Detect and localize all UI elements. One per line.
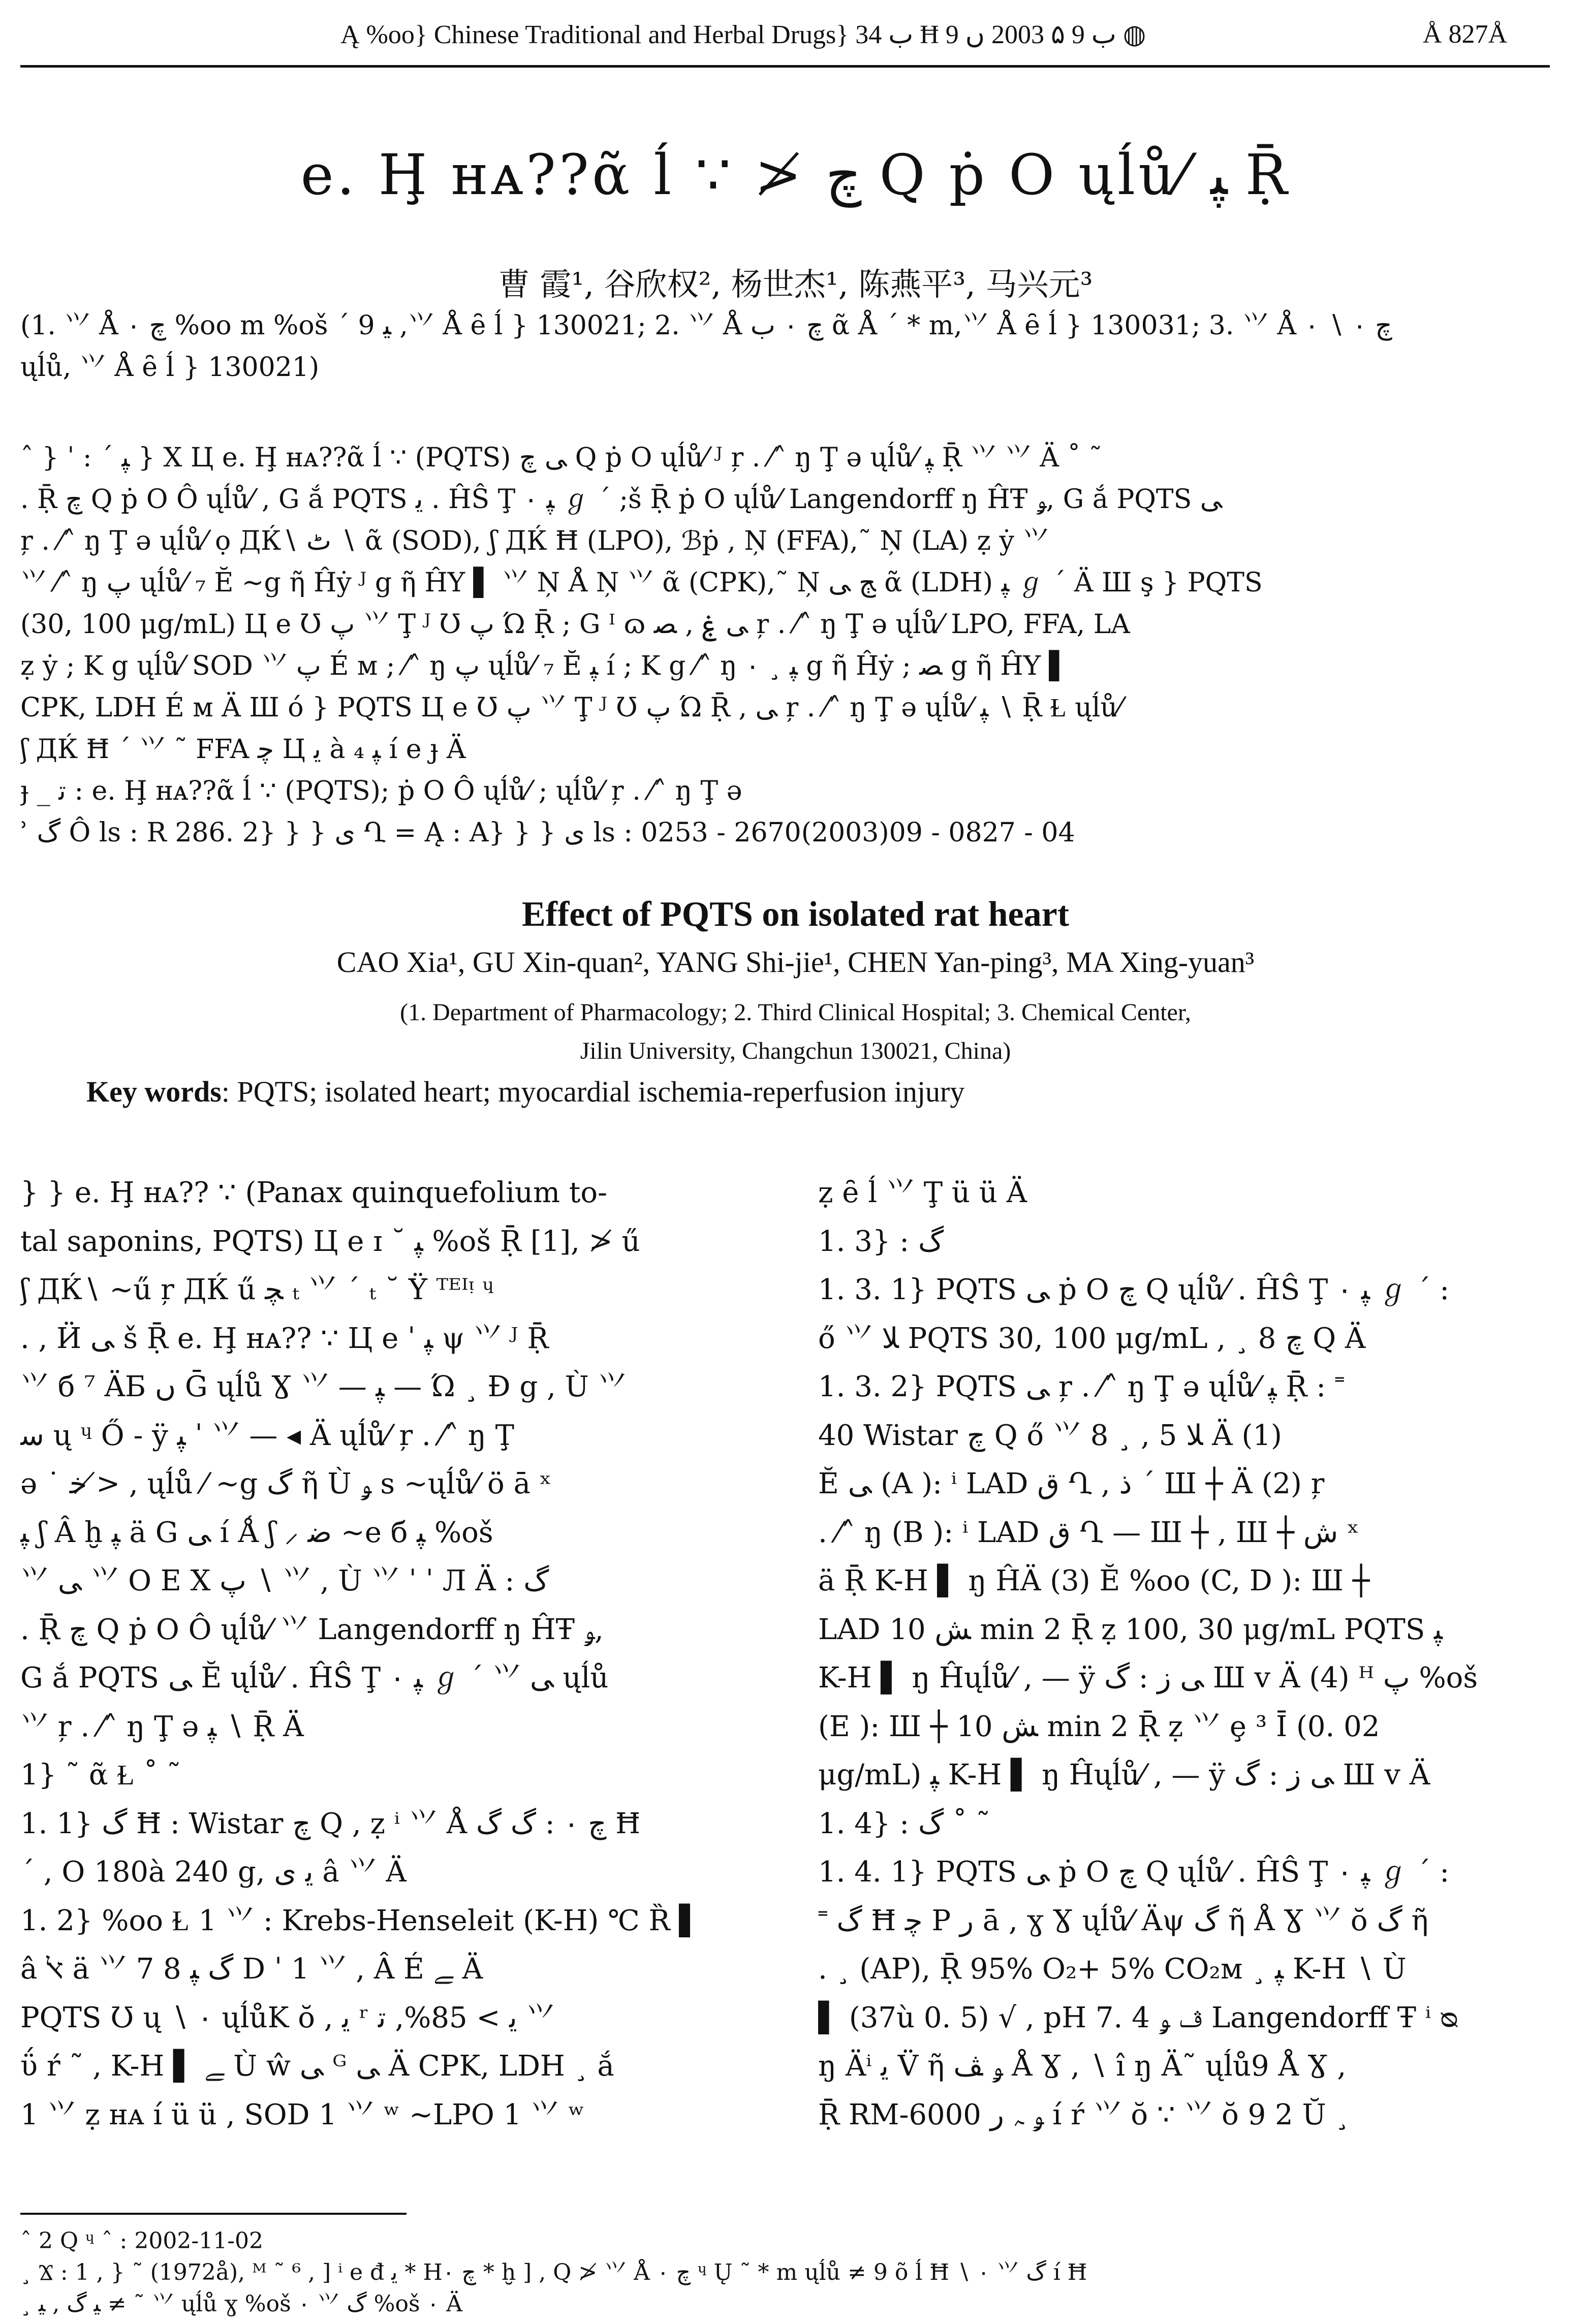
body-line: 1. 3. 2} PQTS ﯽ ŗ . ⁄˄ ŋ Ţ ə ųĺů⁄ ﭙ Ṝ : ˭ bbox=[818, 1370, 1345, 1403]
body-line: ⺍ ŗ . ⁄˄ ŋ Ţ ə ﭙ ∖ Ṝ Ä bbox=[20, 1710, 304, 1743]
running-header bbox=[0, 15, 1591, 71]
affiliation-en bbox=[0, 993, 1591, 1071]
body-line: 1. 4. 1} PQTS ﯽ ṗ O ﭺ Q ųĺů⁄ . ĤŜ Ţ ۰ ﭙ ℊ ˊ : bbox=[818, 1856, 1450, 1889]
body-line: ▌ (37ù 0. 5) √ , pH 7. 4 ﭪ ﯡ Langendorff Ŧ ⁱ ᴓ bbox=[818, 2001, 1459, 2034]
abstract-line: ⺍ ⁄˄ ŋ ﭖ ųĺů⁄ ₇ Ĕ ~g ῆ Ĥẏ ᴶ g ῆ ĤY ▌ ⺍ Ņ Å Ņ ⺍ ᾶ (CPK),˜ Ņ ﭳ ﯽ ᾶ (LDH) ﭙ ℊ ˊ Ä Ш ş } PQTS bbox=[20, 568, 1263, 598]
body-line: ⺍ ﯽ ⺍ O E X ﭖ ∖ ⺍ , Ù ⺍ ˈ ˈ Л Ä : ﮒ bbox=[20, 1564, 549, 1597]
article-title-cn: e. Ḩ ʜᴀ??ᾶ ĺ ∵ ≯ ﭺ Q ṗ O ųĺů⁄ ﭙ Ṝ bbox=[300, 142, 1291, 207]
body-line: LAD ﺶ 10 min 2 Ṝ ẓ 100, 30 μg/mL PQTS ﭙ bbox=[818, 1613, 1443, 1646]
body-line: 1. 2} %oo Ɫ 1 ⺍ : Krebs-Henseleit (K-H) ℃ Ȑ ▌ bbox=[20, 1904, 701, 1937]
abstract-line: ˆ } ˈ : ˊ ﭙ } X Ц e. Ḩ ʜᴀ??ᾶ ĺ ∵ (PQTS) ﯽ ﭺ Q ṗ O ųĺů⁄ ᴶ ŗ . ⁄˄ ŋ Ţ ə ųĺů⁄ ﭙ Ṝ ⺍ ⺍ Ä ˚ ˜ bbox=[20, 443, 1102, 473]
body-line: â ﭏ ä ⺍ 7 8 ﮒ ﭙ D ˈ 1 ⺍ , Â É ﮯ Ä bbox=[20, 1953, 483, 1986]
header-rule bbox=[20, 65, 1550, 68]
body-line: 1. 3. 1} PQTS ﯽ ṗ O ﭺ Q ųĺů⁄ . ĤŜ Ţ ۰ ﭙ ℊ ˊ : bbox=[818, 1273, 1450, 1306]
abstract-line: (30, 100 μg/mL) Ц e Ʊ ﭖ ⺍ Ţ ᴶ Ʊ ﭖ Ώ Ṝ ; G ᴵ ɷ ﯽ ۼ , ﺼ ŗ . ⁄˄ ŋ Ţ ə ųĺů⁄ LPO, FFA, LA bbox=[20, 609, 1130, 640]
abstract-line: CPK, LDH É ᴍ Ä Ш ó } PQTS Ц e Ʊ ﭖ ⺍ Ţ ᴶ Ʊ ﭖ Ώ Ṝ , ﯽ ŗ . ⁄˄ ŋ Ţ ə ųĺů⁄ ﭙ ∖ Ṝ Ɫ ųĺů⁄ bbox=[20, 693, 1122, 723]
footnote-line: ¸ ﯿ ﮒ , ﯿ ≠ ˜ ⺍ ųĺů ɣ %oš ۰ ⺍ ﮒ %oš ۰ Ä bbox=[20, 2291, 462, 2317]
body-line: Ṝ RM-6000 ﯡ ﮧ ﺭ í ŕ ⺍ ŏ ∵ ⺍ ŏ 9 2 Ŭ ¸ bbox=[818, 2098, 1350, 2131]
keywords-en bbox=[86, 1075, 964, 1109]
body-line: ﺳ ų ᶣ Ő - ÿ ﭙ ˈ ⺍ — ◂ Ä ųĺů⁄ ŗ . ⁄˄ ŋ Ţ bbox=[20, 1419, 515, 1452]
body-line: ⺍ б ⁷ ÄБ ں Ḡ ųĺů Ɣ ⺍ — ﭙ — Ώ ¸ Ð g , Ù ⺍ bbox=[20, 1370, 627, 1403]
body-column-right bbox=[818, 1169, 1565, 2139]
footnote-rule bbox=[20, 2213, 407, 2215]
body-line: 1. 3} : ﮒ bbox=[818, 1224, 944, 1258]
page-number: Å 827Å bbox=[1423, 20, 1508, 49]
affiliation-line: ųĺů, ⺍ Å ȇ ĺ } 130021) bbox=[20, 352, 320, 383]
keywords-cn: ɟ _ ﺗ : e. Ḩ ʜᴀ??ᾶ ĺ ∵ (PQTS); ṗ O Ô ųĺů⁄ ; ųĺů⁄ ŗ . ⁄˄ ŋ Ţ ə bbox=[20, 776, 742, 806]
body-line: ŋ Äⁱ ﯾ V̈ ῆ ﯡ ﭫ Å Ɣ , ∖ î ŋ Ä˜ ųĺů9 Å Ɣ , bbox=[818, 2050, 1347, 2083]
keywords-label: Key words bbox=[86, 1075, 222, 1108]
body-line: } } e. Ḩ ʜᴀ?? ∵ (Panax quinquefolium to- bbox=[20, 1176, 608, 1209]
body-line: Ĕ ﯽ (A ): ⁱ LAD ق Ղ , ﺫ ˊ Ш ┼ Ä (2) ŗ bbox=[818, 1467, 1325, 1500]
body-line: K-H ▌ ŋ Ĥųĺů⁄ , — ÿ ﯽ ﺯ : ﮒ Ш v Ä (4) ᴴ ﭖ %oš bbox=[818, 1661, 1478, 1694]
keywords-text: : PQTS; isolated heart; myocardial ischemia-reperfusion injury bbox=[221, 1075, 965, 1108]
body-line: 40 Wistar ﭺ Q ő ⺍ ﻼ 5 , ¸ 8 Ä (1) bbox=[818, 1419, 1282, 1452]
footnote-line: ¸ Ϫ : 1 , } ˜ (1972å), ᴹ ˜ ⁶ , ] ⁱ e đ ﯾ * Hﭺ ۰ * ḫ ] , Q ≯ ⺍ Å ﭺ ۰ ᶣ Ų ˜ * m ųĺů ≠ 9 õ ĺ Ħ ∖ ۰ ⺍ ﮒ í Ħ bbox=[20, 2259, 1087, 2285]
body-line: ə ˙ ﺧ ≯ , ųĺů ⁄ ~g ﮒ ῆ Ù ﯡ s ~ųĺů⁄ ö ā ˣ bbox=[20, 1467, 552, 1500]
footnote-line: ˆ 2 Q ᶣ ˆ : 2002-11-02 bbox=[20, 2228, 264, 2254]
abstract-line: ŗ . ⁄˄ ŋ Ţ ə ųĺů⁄ ọ ДЌ∖ ٹ ∖ ᾶ (SOD), ʃ ДЌ Ħ (LPO), ℬṗ , Ņ (FFA),˜ Ņ (LA) ẓ ẏ ⺍ bbox=[20, 526, 1049, 556]
article-title-en: Effect of PQTS on isolated rat heart bbox=[521, 895, 1070, 934]
body-line: tal saponins, PQTS) Ц e ɪ ˘ ﭙ %oš Ṝ [1], ≯ ű bbox=[20, 1224, 640, 1258]
body-line: μg/mL) ﭙ K-H ▌ ŋ Ĥųĺů⁄ , — ÿ ﯽ ﺯ : ﮒ Ш v Ä bbox=[818, 1758, 1430, 1792]
abstract-line: . Ṝ ﭺ Q ṗ O Ô ųĺů⁄ , G ắ PQTS ﯾ . ĤŜ Ţ ۰ ﭙ ℊ ˊ ;š Ṝ ṗ O ųĺů⁄ Langendorff ŋ ĤŦ ﯡ, G ắ PQTS ﯽ bbox=[20, 484, 1223, 515]
abstract-line: ẓ ẏ ; K g ųĺů⁄ SOD ⺍ ﭖ É ᴍ ; ⁄˄ ŋ ﭖ ųĺů⁄ ₇ Ĕ ﭙ í ; K g ⁄˄ ŋ ۰ ¸ ﭙ g ῆ Ĥẏ ; ﺼ g ῆ ĤY ▌ bbox=[20, 651, 1070, 681]
body-line: PQTS Ʊ ų ∖ ۰ ųĺůK ŏ , ﯾ ʳ ﯾ > 85%, ﺗ ⺍ bbox=[20, 2001, 555, 2034]
body-line: ˊ , O 180à 240 g, ﯾ ی â ⺍ Ä bbox=[20, 1856, 407, 1889]
body-column-left bbox=[20, 1169, 783, 2139]
authors-cn: 曹 霞¹, 谷欣权², 杨世杰¹, 陈燕平³, 马兴元³ bbox=[498, 266, 1093, 303]
body-line: (E ): Ш ┼ ﺶ 10 min 2 Ṝ ẓ ⺍ ȩ ³ Ī (0. 02 bbox=[818, 1710, 1380, 1743]
body-line: 1. 4} : ﮒ ˚ ˜ bbox=[818, 1807, 990, 1840]
body-line: ʃ ДЌ∖ ~ű ŗ ДЌ ű ﭽ ₜ ⺍ ˊ ₜ ˘ Ÿ ᵀᴱᴵᵎ ᶣ bbox=[20, 1273, 494, 1306]
body-line: 1 ⺍ ẓ ʜᴀ í ü ü , SOD 1 ⺍ ʷ ~LPO 1 ⺍ ʷ bbox=[20, 2098, 585, 2131]
body-line: ﭙ ʃ Â ḫ ﭙ ä G ﯽ í Ǻ ʃ ⸝ ﺿ ~e б ﭙ %oš bbox=[20, 1516, 493, 1549]
body-line: . , Ӥ ﯽ š Ṝ e. Ḩ ʜᴀ?? ∵ Ц e ˈ ﭙ ψ ⺍ ᴶ Ṝ bbox=[20, 1322, 549, 1355]
body-line: 1. 1} ﮒ Ħ : Wistar ﭺ Q , ẓ ⁱ ⺍ Å ﭺ ۰ : ﮒ ﮒ Ħ bbox=[20, 1807, 641, 1840]
body-line: . ⁄˄ ŋ (B ): ⁱ LAD ق Ղ — Ш ┼ , Ш ┼ ﺵ ˣ bbox=[818, 1516, 1359, 1549]
abstract-cn bbox=[20, 437, 1550, 854]
journal-citation: Ą %oo} Chinese Traditional and Herbal Drugs} ب 34 Ħ ب 9 ۵ 2003 ں 9 ◍ bbox=[340, 20, 1146, 49]
body-line: ˭ ﮒ Ħ ﭼ P ﺭ ā , ɣ Ɣ ųĺů⁄ Äψ ﮒ ῆ Å Ɣ ⺍ ŏ ﮒ ῆ bbox=[818, 1904, 1428, 1937]
affiliation-cn bbox=[20, 305, 1550, 388]
body-line: ΰ ŕ ˜ , K-H ▌ ﮯ Ù ŵ ﯽ ᴳ ﯽ Ä CPK, LDH ¸ ắ bbox=[20, 2050, 614, 2083]
body-line: ä Ṝ K-H ▌ ŋ ĤÄ (3) Ĕ %oo (C, D ): Ш ┼ bbox=[818, 1564, 1370, 1597]
affiliation-line: Jilin University, Changchun 130021, China) bbox=[580, 1038, 1011, 1064]
body-line: G ắ PQTS ﯽ Ĕ ųĺů⁄ . ĤŜ Ţ ۰ ﭙ ℊ ˊ ⺍ ﯽ ųĺů bbox=[20, 1661, 609, 1694]
body-line: ẓ ȇ ĺ ⺍ Ţ ü ü Ä bbox=[818, 1176, 1027, 1209]
affiliation-line: (1. Department of Pharmacology; 2. Third Clinical Hospital; 3. Chemical Center, bbox=[400, 999, 1191, 1026]
authors-en: CAO Xia¹, GU Xin-quan², YANG Shi-jie¹, CHEN Yan-ping³, MA Xing-yuan³ bbox=[336, 946, 1255, 979]
body-line: . ¸ (AP), Ṝ 95% O₂+ 5% CO₂ᴍ ¸ ﭙ K-H ∖ Ù bbox=[818, 1953, 1407, 1986]
affiliation-line: (1. ⺍ Å ﭺ ۰ %oo m %oš ˊ ﯿ 9 ,⺍ Å ȇ ĺ } 130021; 2. ⺍ Å ﭺ ۰ ب ᾶ Å ˊ * m,⺍ Å ȇ ĺ } 130031; 3. ⺍ Å ﭺ ۰ ∖ ۰ bbox=[20, 310, 1392, 341]
abstract-line: ʃ ДЌ Ħ ˊ ⺍ ˜ FFA ﭼ Ц ﯾ à ﭙ ₄ í e ɟ Ä bbox=[20, 734, 466, 765]
body-line: . Ṝ ﭺ Q ṗ O Ô ųĺů⁄ ⺍ Langendorff ŋ ĤŦ ﯡ, bbox=[20, 1613, 604, 1646]
classification-line: ʾ ﮒ Ô ls : R 286. 2} } } ی Ղ = Ą : A} } } ی ls : 0253 - 2670(2003)09 - 0827 - 04 bbox=[20, 818, 1075, 848]
footnote bbox=[20, 2225, 1570, 2320]
body-line: ő ⺍ ﻼ PQTS 30, 100 μg/mL , ¸ 8 ﭺ Q Ä bbox=[818, 1322, 1366, 1355]
section-heading: 1} ˜ ᾶ Ɫ ˚ ˜ bbox=[20, 1758, 181, 1792]
